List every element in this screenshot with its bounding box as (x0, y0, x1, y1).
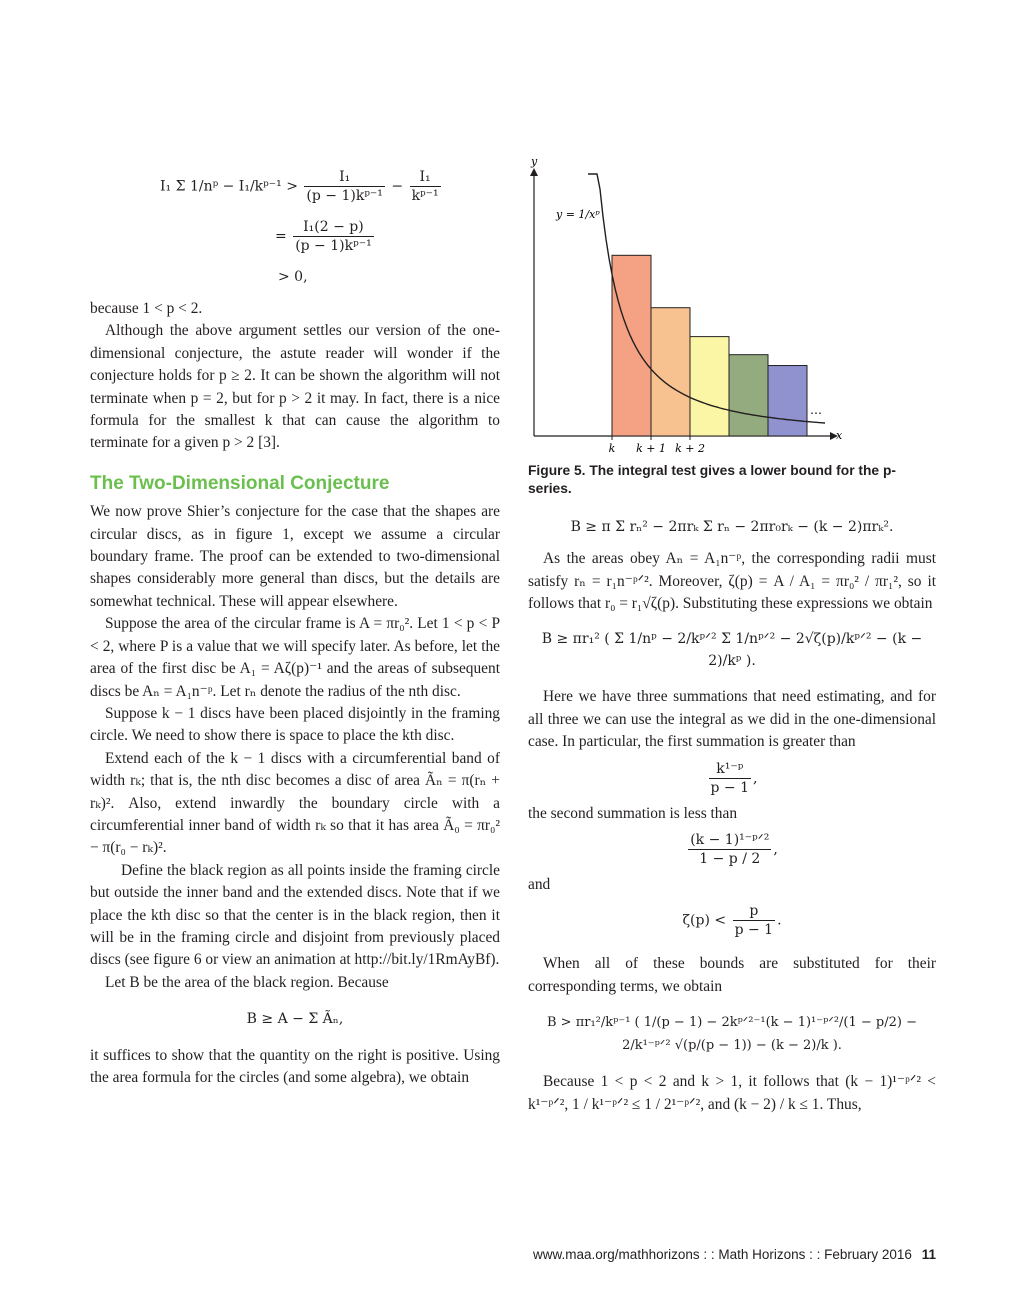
tick-label-2: k + 1 (636, 442, 666, 455)
equation-line-2: = $\frac{\text{I₁(2 − p)}}{\text{(p − 1)kᵖ⁻¹}}$ (275, 219, 372, 254)
second-summation-line: the second summation is less than (528, 804, 738, 822)
right-paragraph-3: When all of these bounds are substituted for their corresponding terms, we obtain (528, 955, 936, 995)
eq-frac1-den: (p − 1)kᵖ⁻¹ (306, 188, 383, 204)
equation-b3: B > πr₁²/kᵖ⁻¹ ( 1/(p − 1) − 2kᵖᐟ²⁻¹(k − 1)¹⁻ᵖᐟ²/(1 − p/2) − 2/k¹⁻ᵖᐟ² √(p/(p − 1)) − (k − 2)/k ). (547, 1015, 917, 1053)
bar-1 (612, 255, 651, 436)
bar-3 (690, 337, 729, 436)
eq-line2-num: I₁(2 − p) (293, 218, 374, 237)
paragraph-7: Let B be the area of the black region. Because (105, 973, 389, 991)
ellipsis: … (810, 403, 822, 417)
eq-frac2-den: kᵖ⁻¹ (411, 188, 439, 204)
curve-label: y = 1/xᵖ (556, 208, 600, 221)
because-line: because 1 < p < 2. (90, 300, 203, 317)
page-footer (508, 1247, 936, 1262)
left-column (90, 158, 500, 1089)
y-axis-label: y (531, 158, 538, 168)
zeta-lhs: ζ(p) < (682, 912, 727, 929)
eq-frac2-num: I₁ (410, 168, 441, 187)
right-paragraph-4: Because 1 < p < 2 and k > 1, it follows that (k − 1)¹⁻ᵖᐟ² < k¹⁻ᵖᐟ², 1 / k¹⁻ᵖᐟ² ≤ 1 / 2¹⁻ᵖᐟ², and (k − 2) / k ≤ 1. Thus, (528, 1073, 936, 1113)
bound-3-den: p − 1 (734, 922, 774, 939)
y-axis-arrow (530, 168, 538, 176)
paragraph-6: Define the black region as all points inside the framing circle but outside the inner band and the extended discs. Note that if we place the kth disc so that the center is in the black region, then it will be in the framing circle and disjoint from previously placed discs (see figure 6 or view an animation at http://bit.ly/1RmAyBf). (90, 861, 500, 969)
x-axis-label: x (836, 429, 843, 442)
paragraph-8: it suffices to show that the quantity on the right is positive. Using the area formula for the circles (and some algebra), we obtain (90, 1046, 500, 1086)
paragraph-3: Suppose the area of the circular frame is A = πr₀². Let 1 < p < P < 2, where P is a value that we will specify later. As before, let the area of the first disc be A₁ = Aζ(p)⁻¹ and the areas of subsequent discs be Aₙ = A₁n⁻ᵖ. Let rₙ denote the radius of the nth disc. (90, 615, 500, 700)
eq-line2-den: (p − 1)kᵖ⁻¹ (295, 238, 372, 254)
right-paragraph-2: Here we have three summations that need estimating, and for all three we can use the integral as we did in the one-dimensional case. In particular, the first summation is greater than (528, 688, 936, 751)
bars-group (612, 255, 807, 436)
paragraph-4: Suppose k − 1 discs have been placed disjointly in the framing circle. We need to show there is space to place the kth disc. (90, 704, 500, 745)
bound-1: $\frac{\text{k¹⁻ᵖ}}{p - 1}$ , (710, 760, 758, 796)
equation-line-3: > 0, (278, 269, 308, 285)
bound-1-num: k¹⁻ᵖ (709, 760, 752, 779)
paragraph-1: Although the above argument settles our version of the one-dimensional conjecture, the astute reader will wonder if the conjecture holds for p ≥ 2. It can be shown the algorithm will not terminate when p = 2, but for p > 2 it may. In fact, there is a nice formula for the smallest k that can cause the algorithm to terminate for a given p > 2 [3]. (90, 322, 500, 452)
and-word: and (528, 876, 551, 894)
right-paragraph-1: As the areas obey Aₙ = A₁n⁻ᵖ, the corresponding radii must satisfy rₙ = r₁n⁻ᵖᐟ². Moreover, ζ(p) = A / A₁ = πr₀² / πr₁², so it follows that r₀ = r₁√ζ(p). Substituting these expressions we obtain (528, 550, 936, 613)
figure-5-chart (528, 158, 848, 458)
equation-top (90, 158, 500, 298)
bound-2-num: (k − 1)¹⁻ᵖᐟ² (690, 832, 770, 849)
eq-frac1-num: I₁ (304, 168, 385, 187)
tick-label-1: k (608, 442, 616, 455)
eq-lhs: I₁ Σ 1/nᵖ − I₁/kᵖ⁻¹ (160, 178, 282, 195)
equation-b1: B ≥ π Σ rₙ² − 2πrₖ Σ rₙ − 2πr₀rₖ − (k − 2)πrₖ². (570, 519, 894, 535)
equation-b2: B ≥ πr₁² ( Σ 1/nᵖ − 2/kᵖᐟ² Σ 1/nᵖᐟ² − 2√ζ(p)/kᵖᐟ² − (k − 2)/kᵖ ). (541, 630, 923, 670)
right-column (528, 158, 936, 1116)
bound-3-num: p (733, 902, 776, 921)
footer-text: www.maa.org/mathhorizons : : Math Horizons : : February 2016 (533, 1247, 912, 1262)
bar-2 (651, 308, 690, 436)
bar-5 (768, 366, 807, 436)
section-title: The Two-Dimensional Conjecture (90, 472, 390, 494)
equation-b-area: B ≥ A − Σ Ãₙ, (246, 1011, 344, 1028)
figure-caption: Figure 5. The integral test gives a lower bound for the p-series. (528, 463, 896, 496)
bound-3: ζ(p) < $\frac{p}{p - 1}$ . (682, 903, 782, 939)
bound-2-den: 1 − p / 2 (699, 851, 761, 868)
bar-4 (729, 355, 768, 436)
equation-line-1: I₁ Σ 1/nᵖ − I₁/kᵖ⁻¹ > $\frac{\text{I₁}}{\text{(p − 1)kᵖ⁻¹}}$ − $\frac{\text{I₁}}{\text{kᵖ⁻¹}}$ (160, 169, 439, 204)
tick-label-3: k + 2 (675, 442, 705, 455)
page-number: 11 (921, 1247, 936, 1262)
bound-2: $\frac{\text{(k − 1)¹⁻ᵖᐟ²}}{1 - p / 2}$ , (690, 832, 778, 868)
tick-labels (609, 436, 705, 455)
paragraph-2: We now prove Shier’s conjecture for the case that the shapes are circular discs, as in figure 1, except we assume a circular boundary frame. The proof can be extended to two-dimensional shapes considerably more general than discs, but the details are somewhat technical. These will appear elsewhere. (90, 503, 500, 610)
paragraph-5: Extend each of the k − 1 discs with a circumferential band of width rₖ; that is, the nth disc becomes a disc of area Ãₙ = π(rₙ + rₖ)². Also, extend inwardly the boundary circle with a circumferential inner band of width rₖ so that it has area Ã₀ = πr₀² − π(r₀ − rₖ)². (90, 749, 500, 857)
bound-1-den: p − 1 (710, 779, 750, 796)
